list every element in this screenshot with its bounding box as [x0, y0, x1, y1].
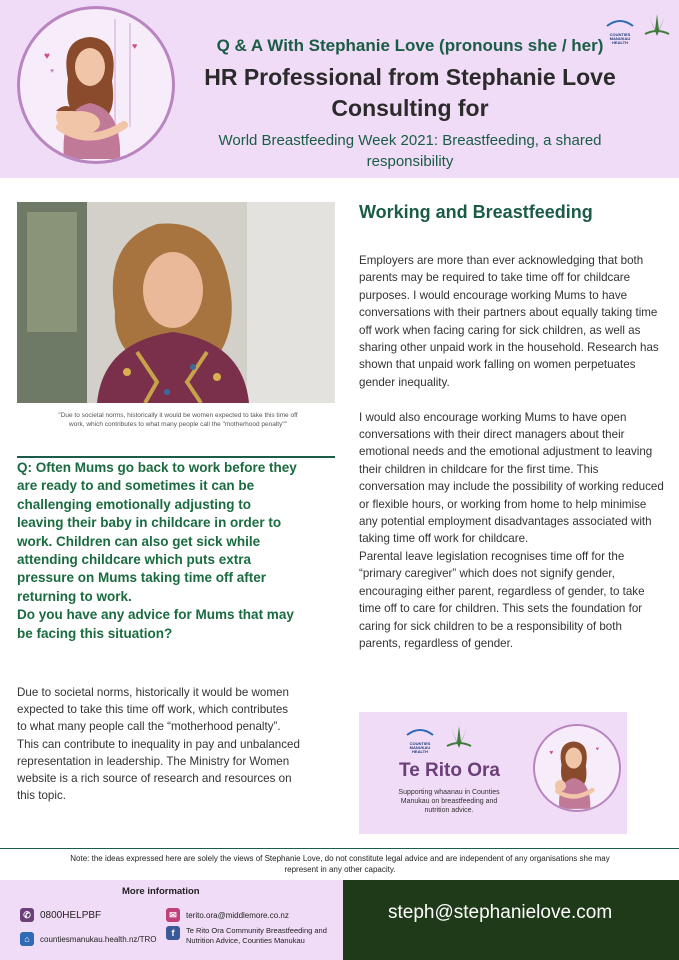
page-title: HR Professional from Stephanie Love Consulting for	[204, 64, 616, 121]
contact-email-panel	[343, 880, 679, 960]
section-title: Working and Breastfeeding	[359, 202, 593, 222]
tro-title: Te Rito Ora	[399, 760, 500, 781]
section-divider	[17, 456, 335, 458]
tro-description: Supporting whaanau in Counties Manukau on breastfeeding and nutrition advice.	[398, 789, 500, 814]
website-item	[20, 932, 157, 946]
svg-text:♥: ♥	[44, 51, 50, 62]
tro-partner-logos	[405, 724, 473, 754]
email-icon: ✉	[166, 908, 180, 922]
answer-paragraph-2: I would also encourage working Mums to have open conversations with their direct managers about their emotional needs and the emotional adjustment to leaving their children in childcare for the first time. This conversation may include the possibility of working reduced or flexible hours, or working from home to help minimise any potential employment disadvantages associated with taking time off work for childcare.	[359, 410, 664, 546]
website-link[interactable]: countiesmanukau.health.nz/TRO	[40, 934, 157, 944]
more-info-panel	[0, 880, 343, 960]
more-info-heading: More information	[122, 886, 200, 897]
facebook-icon: f	[166, 926, 180, 940]
counties-manukau-logo: COUNTIES MANUKAU HEALTH	[405, 724, 435, 744]
answer-right-column	[359, 252, 665, 652]
facebook-item	[166, 926, 336, 946]
disclaimer-note: Note: the ideas expressed here are solely the views of Stephanie Love, do not constitute legal advice and are independent of any organisations she may represent in any other capacity.	[70, 854, 610, 874]
email-link[interactable]: terito.ora@middlemore.co.nz	[186, 910, 289, 920]
contact-email[interactable]: steph@stephanielove.com	[388, 902, 613, 923]
tro-mother-illustration	[533, 724, 621, 812]
stephanie-love-photo	[17, 202, 335, 403]
phone-number: 0800HELPBF	[40, 909, 102, 921]
header-text-block	[190, 36, 630, 172]
question-part-1: Q: Often Mums go back to work before they are ready to and sometimes it can be challenging emotionally adjusting to leaving their baby in childcare in order to work. Children can also get sick while attending childcare which puts extra pressure on Mums taking time off after returning to work.	[17, 460, 297, 604]
te-rito-ora-logo	[643, 12, 671, 38]
te-rito-ora-promo	[359, 712, 627, 834]
event-subtitle: World Breastfeeding Week 2021: Breastfeeding, a shared responsibility	[218, 132, 602, 170]
phone-item	[20, 908, 101, 922]
svg-text:♥: ♥	[549, 749, 554, 757]
breastfeeding-mother-illustration	[17, 6, 175, 164]
te-rito-ora-logo	[445, 724, 473, 750]
email-item	[166, 908, 289, 922]
header-banner	[0, 0, 679, 178]
question-part-2: Do you have any advice for Mums that may be facing this situation?	[17, 607, 294, 641]
footer-divider	[0, 848, 679, 849]
svg-text:♥: ♥	[132, 41, 138, 51]
partner-logos	[605, 12, 671, 45]
website-icon: ⌂	[20, 932, 34, 946]
answer-paragraph-1: Employers are more than ever acknowledging that both parents may be required to take time off for childcare purposes. I would encourage working Mums to have conversations with their partners about equally taking time off work when facing caring for sick children, as well as sharing other unpaid work in the household. Research has shown that unpaid work falling on women perpetuates gender inequality.	[359, 254, 659, 389]
phone-icon: ✆	[20, 908, 34, 922]
svg-text:♥: ♥	[595, 746, 600, 753]
interview-question	[17, 459, 297, 643]
svg-text:♥: ♥	[50, 68, 55, 75]
facebook-link[interactable]: Te Rito Ora Community Breastfeeding and Nutrition Advice, Counties Manukau	[186, 926, 327, 945]
counties-manukau-logo: COUNTIES MANUKAU HEALTH	[605, 15, 635, 35]
photo-caption: "Due to societal norms, historically it would be women expected to take this time off work, which contributes to what many people call the "motherhood penalty""	[58, 412, 298, 428]
answer-paragraph-3: Parental leave legislation recognises time off for the “primary caregiver” which does not signify gender, encouraging either parent, regardless of gender, to take time off to care for children. This sets the foundation for caring for sick children to be a responsibility of both parents, regardless of gender.	[359, 549, 645, 650]
qa-heading: Q & A With Stephanie Love (pronouns she / her)	[216, 36, 604, 55]
answer-paragraph-left: Due to societal norms, historically it would be women expected to take this time off work, which contributes to what many people call the “motherhood penalty”. This can contribute to inequality in pay and unbalanced representation in leadership. The Ministry for Women website is a rich source of research and resources on this topic.	[17, 686, 300, 803]
